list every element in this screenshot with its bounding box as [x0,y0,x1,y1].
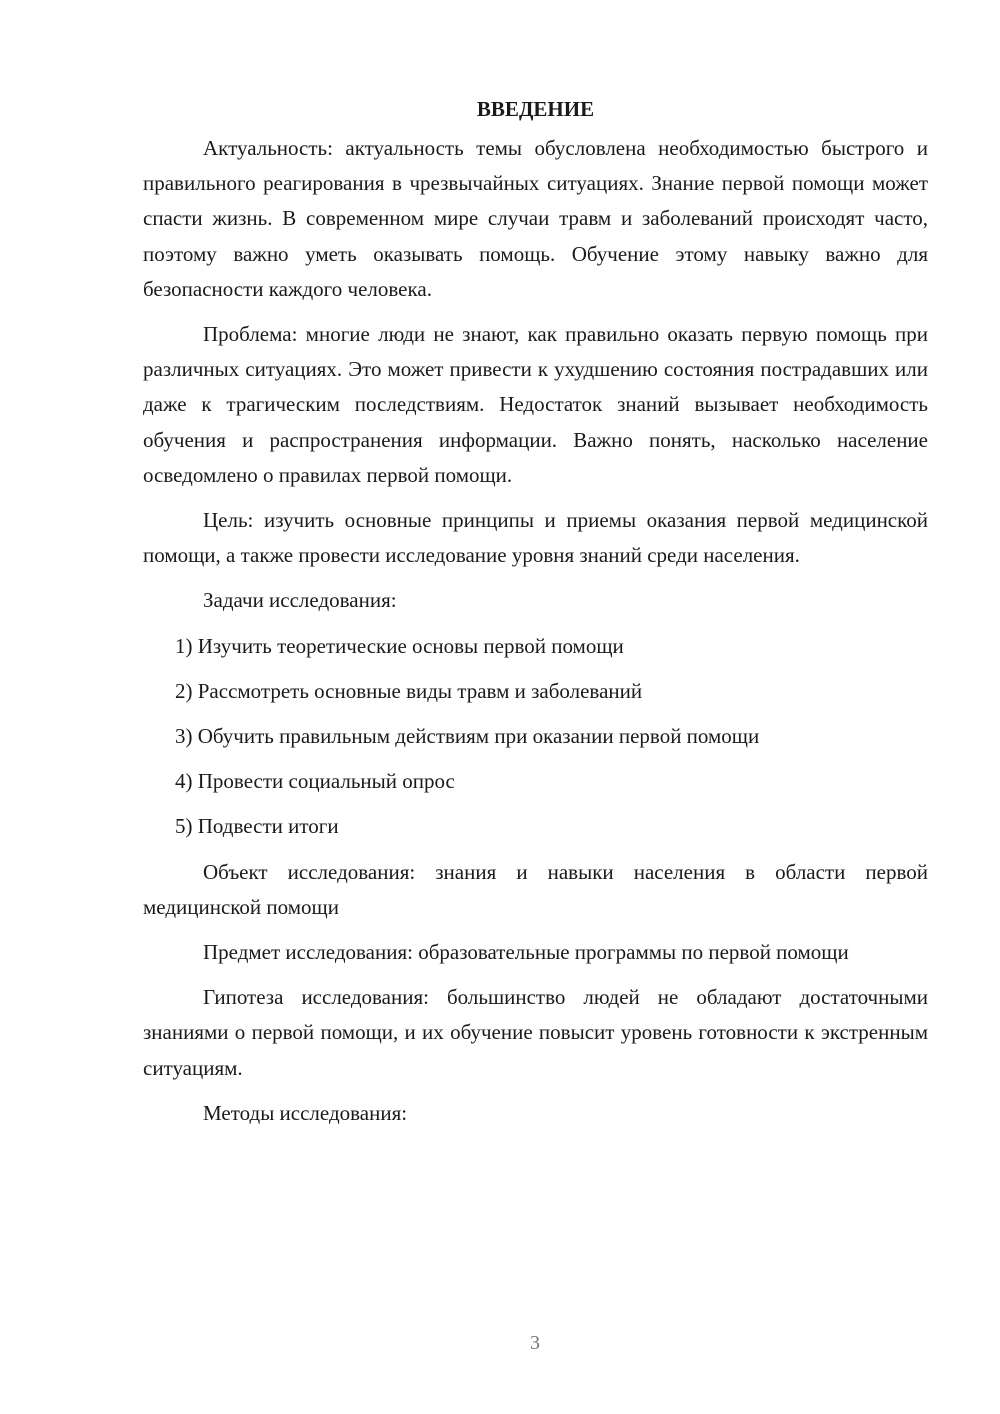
list-item: 3) Обучить правильным действиям при оказании первой помощи [175,724,760,749]
paragraph-hypothesis: Гипотеза исследования: большинство людей не обладают достаточными знаниями о первой помощи, и их обучение повысит уровень готовности к экстренным ситуациям. [143,985,928,1080]
page-number: 3 [530,1332,540,1354]
list-item: 2) Рассмотреть основные виды травм и заболеваний [175,678,643,703]
paragraph-goal: Цель: изучить основные принципы и приемы оказания первой медицинской помощи, а также провести исследование уровня знаний среди населения. [143,508,928,568]
list-item: 1) Изучить теоретические основы первой помощи [175,633,624,658]
tasks-list [143,629,928,845]
paragraph-relevance: Актуальность: актуальность темы обусловлена необходимостью быстрого и правильного реагирования в чрезвычайных ситуациях. Знание первой помощи может спасти жизнь. В современном мире случаи травм и заболеваний происходят часто, поэтому важно уметь оказывать помощь. Обучение этому навыку важно для безопасности каждого человека. [143,136,928,301]
tasks-heading: Задачи исследования: [203,588,397,613]
list-item: 4) Провести социальный опрос [175,769,455,794]
page-title: ВВЕДЕНИЕ [476,97,595,121]
paragraph-object: Объект исследования: знания и навыки населения в области первой медицинской помощи [143,859,928,919]
paragraph-subject: Предмет исследования: образовательные программы по первой помощи [203,940,849,965]
document-page [143,92,928,1141]
paragraph-problem: Проблема: многие люди не знают, как правильно оказать первую помощь при различных ситуациях. Это может привести к ухудшению состояния пострадавших или даже к трагическим последствиям. Недостаток знаний вызывает необходимость обучения и распространения информации. Важно понять, насколько население осведомлено о правилах первой помощи. [143,322,928,487]
methods-heading: Методы исследования: [203,1100,408,1125]
list-item: 5) Подвести итоги [175,814,339,839]
